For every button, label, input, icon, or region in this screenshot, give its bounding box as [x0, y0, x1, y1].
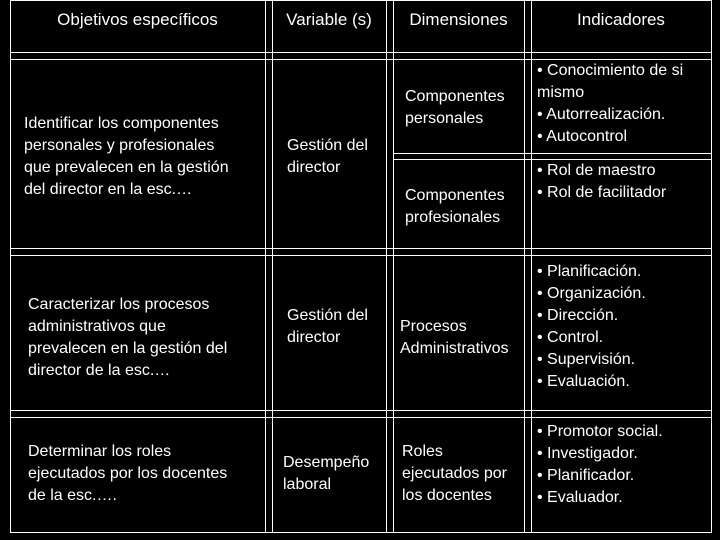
- row1-dimension-profesionales: Componentes profesionales: [405, 187, 505, 226]
- col-border-2b: [393, 0, 394, 533]
- row1-objetivo: Identificar los componentes personales y profesionales que prevalecen en la gestión del director en la esc.…: [24, 115, 229, 198]
- col-border-3b: [531, 0, 532, 533]
- row2-indicators: [537, 261, 646, 393]
- row1-indicators-profesionales: [537, 160, 666, 204]
- indicator-item: • Planificación.: [537, 263, 642, 280]
- header-top-border: [10, 0, 712, 1]
- row2-dimension: Procesos Administrativos: [400, 318, 509, 357]
- row3-variable: Desempeño laboral: [283, 454, 370, 493]
- indicator-item: • Autocontrol: [537, 128, 628, 145]
- indicator-item: • Planificador.: [537, 467, 635, 484]
- header-objetivos: Objetivos específicos: [57, 10, 218, 29]
- row1-bottom-border: [10, 248, 712, 249]
- row2-bottom-border: [10, 410, 712, 411]
- header-indicadores: Indicadores: [577, 10, 665, 29]
- row3-top-border: [10, 417, 712, 418]
- row3-bottom-border: [10, 532, 712, 533]
- indicator-item: • Autorrealización.: [537, 106, 666, 123]
- indicator-item: • Evaluación.: [537, 373, 630, 390]
- indicator-item: • Rol de maestro: [537, 162, 656, 179]
- indicator-item: • Dirección.: [537, 307, 619, 324]
- indicator-item: • Control.: [537, 329, 604, 346]
- row2-variable: Gestión del director: [287, 307, 368, 346]
- indicator-item: • Investigador.: [537, 445, 638, 462]
- indicator-item: • Supervisión.: [537, 351, 636, 368]
- row3-indicators: [537, 421, 663, 509]
- col-border-left: [10, 0, 11, 533]
- row2-top-border: [10, 255, 712, 256]
- col-border-1: [265, 0, 266, 533]
- indicator-item: • Organización.: [537, 285, 646, 302]
- indicator-item: mismo: [537, 84, 585, 101]
- col-border-1b: [272, 0, 273, 533]
- header-dimensiones: Dimensiones: [409, 10, 508, 29]
- indicator-item: • Rol de facilitador: [537, 184, 667, 201]
- header-variable: Variable (s): [286, 10, 372, 29]
- row1-variable: Gestión del director: [287, 137, 368, 176]
- col-border-right: [711, 0, 712, 533]
- header-bottom-border: [10, 52, 712, 53]
- row1-dimension-personales: Componentes personales: [405, 88, 505, 127]
- row1-dim-divider: [393, 153, 712, 154]
- indicator-item: • Promotor social.: [537, 423, 663, 440]
- row3-dimension: Roles ejecutados por los docentes: [402, 443, 507, 504]
- indicator-item: • Evaluador.: [537, 489, 623, 506]
- row2-objetivo: Caracterizar los procesos administrativos que prevalecen en la gestión del director de la esc.…: [28, 296, 228, 379]
- row1-indicators-personales: [537, 60, 683, 148]
- indicator-item: • Conocimiento de si: [537, 62, 684, 79]
- row3-objetivo: Determinar los roles ejecutados por los docentes de la esc.….: [28, 443, 228, 504]
